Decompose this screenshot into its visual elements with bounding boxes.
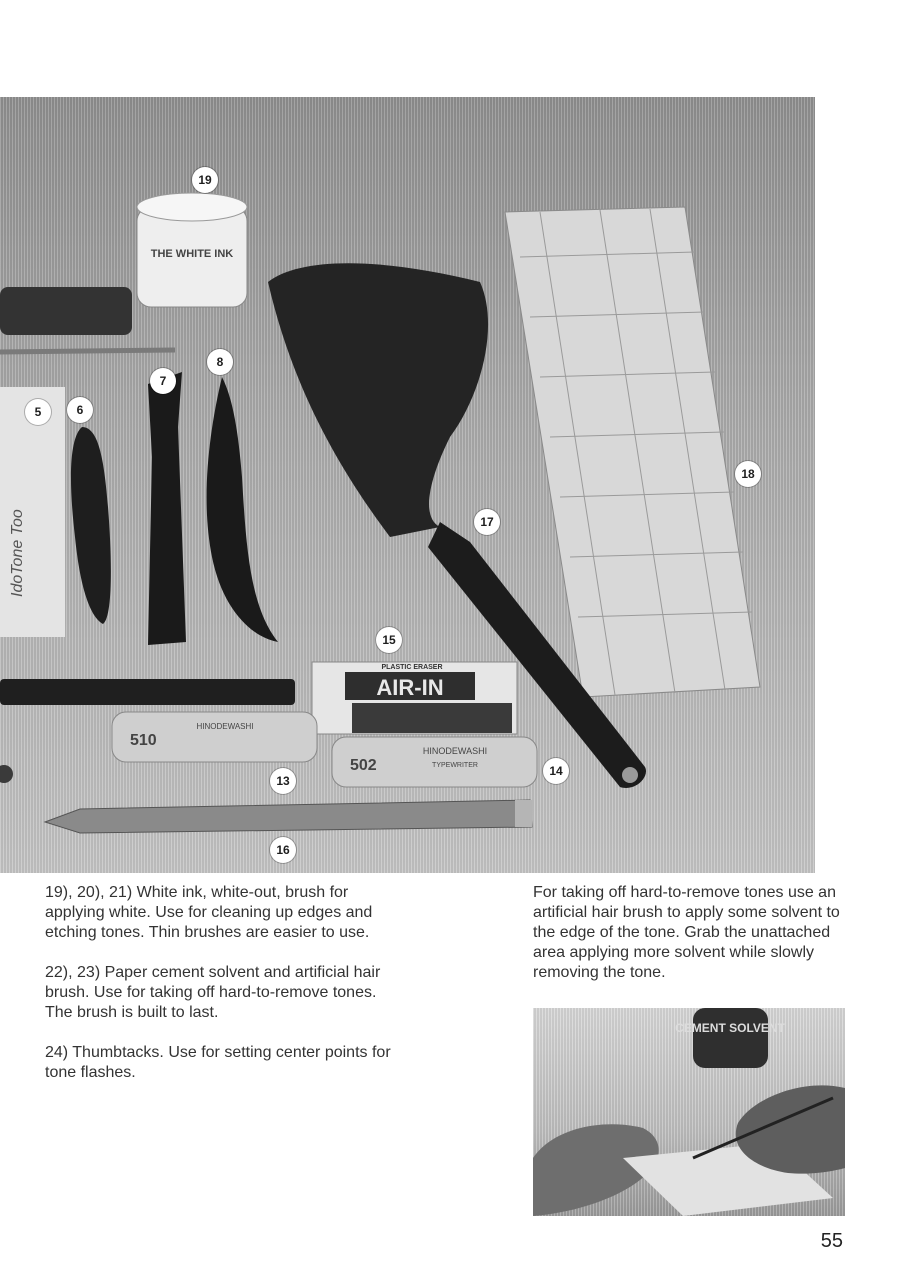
callout-16: 16 [270,837,296,863]
tool-7 [148,372,186,645]
eraser-510 [112,712,317,762]
callout-18: 18 [735,461,761,487]
eraser-510-number: 510 [130,732,157,749]
callout-6: 6 [67,397,93,423]
tool-8 [207,377,278,642]
paragraph-white-ink: 19), 20), 21) White ink, white-out, brush for applying white. Use for cleaning up edges and etching tones. Thin brushes are easier to use. [45,884,373,941]
paragraph-tone-removal: For taking off hard-to-remove tones use an artificial hair brush to apply some solvent to the edge of the tone. Grab the unattached area applying more solvent while slowly removing the tone. [533,884,840,981]
eraser-box [312,662,517,734]
callout-8: 8 [207,349,233,375]
tools-illustration [0,97,815,873]
callout-7: 7 [150,368,176,394]
callout-5: 5 [25,399,51,425]
eraser-box-name: AIR-IN [376,675,444,700]
paragraph-thumbtacks: 24) Thumbtacks. Use for setting center points for tone flashes. [45,1044,391,1081]
right-text-column [533,883,848,1003]
pen-case [0,287,132,335]
eraser-502-number: 502 [350,757,377,774]
callout-15: 15 [376,627,402,653]
eraser-510-brand: HINODEWASHI [196,722,254,731]
white-ink-jar [137,193,247,307]
page-number: 55 [820,1230,843,1252]
callout-14: 14 [543,758,569,784]
left-text-column [45,883,405,1103]
card-text: IdoTone Too [9,509,26,597]
tone-card [0,387,65,637]
thin-pen [0,350,175,352]
eraser-502-sub: TYPEWRITER [432,762,478,769]
eraser-502 [332,737,537,787]
callout-19: 19 [192,167,218,193]
eraser-box-brand: PLASTIC ERASER [381,664,443,671]
tool-6 [71,427,111,624]
solvent-can [675,1008,785,1068]
callout-13: 13 [270,768,296,794]
solvent-illustration [533,1008,845,1216]
eraser-502-brand: HINODEWASHI [422,746,488,756]
paragraph-solvent: 22), 23) Paper cement solvent and artificial hair brush. Use for taking off hard-to-remove tones. The brush is built to last. [45,964,381,1021]
tools-photo [0,97,815,873]
thumbtack [0,765,13,783]
callout-17: 17 [474,509,500,535]
pencil [45,800,532,833]
solvent-photo [533,1008,845,1216]
marker [0,679,295,705]
jar-label: THE WHITE INK [150,248,234,260]
solvent-can-label: CEMENT SOLVENT [675,1021,785,1035]
ruler [505,207,760,697]
